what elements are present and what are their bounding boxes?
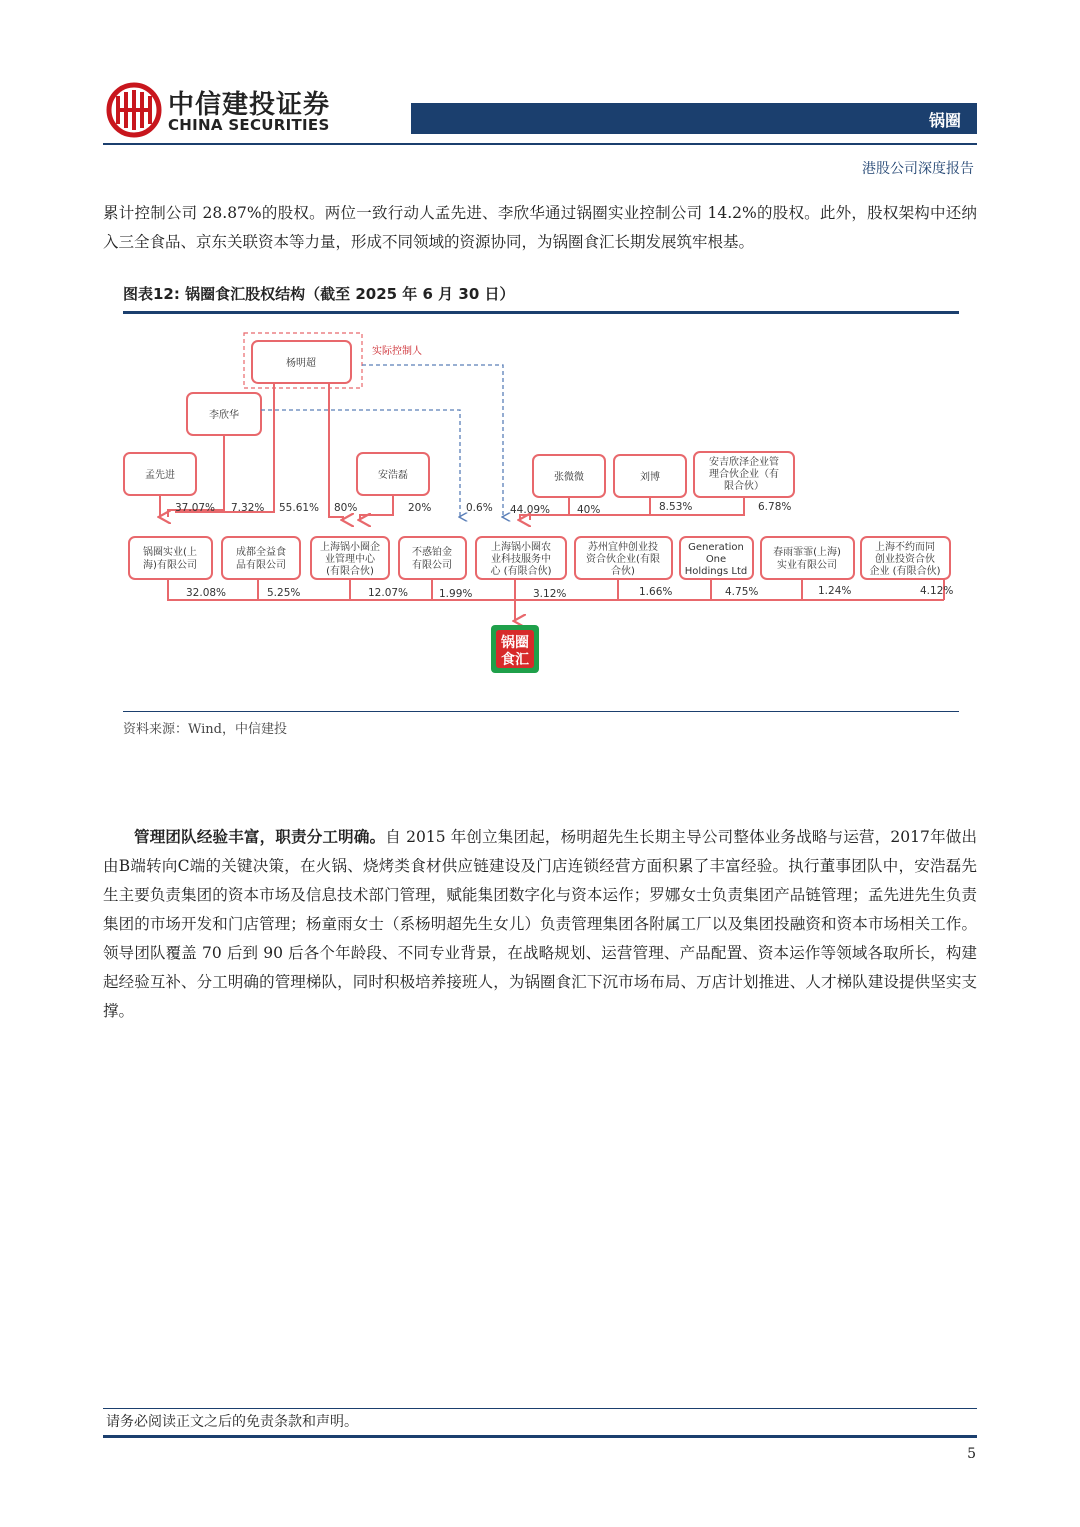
entity-3-line-1: 上海锅小圈企 xyxy=(320,542,380,553)
company-tag: 锅圈 xyxy=(928,111,961,130)
lower-pct-4: 1.99% xyxy=(439,588,473,600)
person-box-liu xyxy=(614,455,686,497)
entity-5-line-2: 业科技服务中 xyxy=(491,554,551,565)
body-paragraph-2 xyxy=(103,822,977,1026)
entity-box-anji xyxy=(694,452,794,497)
footer-disclaimer: 请务必阅读正文之后的免责条款和声明。 xyxy=(106,1414,358,1430)
entity-6-line-2: 资合伙企业(有限 xyxy=(586,554,660,565)
person-name-meng: 孟先进 xyxy=(145,470,175,481)
entity-box-5 xyxy=(476,537,566,579)
person-box-li xyxy=(187,393,261,435)
person-name-zhang: 张微微 xyxy=(554,472,584,483)
entity-7-line-1: Generation xyxy=(688,542,744,553)
entity-7-line-3: Holdings Ltd xyxy=(684,566,748,577)
entity-3-line-3: (有限合伙) xyxy=(326,566,374,577)
target-logo-line-2: 食汇 xyxy=(501,652,529,668)
upper-pct-5: 20% xyxy=(408,502,432,514)
entity-9-line-2: 创业投资合伙 xyxy=(875,554,935,565)
entity-8-line-1: 春雨霏霏(上海) xyxy=(773,547,841,558)
lower-pct-7: 4.75% xyxy=(725,586,759,598)
figure-source: 资料来源：Wind，中信建投 xyxy=(123,722,287,737)
upper-pct-6: 0.6% xyxy=(466,502,493,514)
paragraph-2-body: 自 2015 年创立集团起，杨明超先生长期主导公司整体业务战略与运营，2017年做出由B端转向C端的关键决策，在火锅、烧烤类食材供应链建设及门店连锁经营方面积累了丰富经验。执行董事团队中，安浩磊先生主要负责集团的资本市场及信息技术部门管理，赋能集团数字化与资本运作；罗娜女士负责集团产品链管理；孟先进先生负责集团的市场开发和门店管理；杨童雨女士（系杨明超先生女儿）负责管理集团各附属工厂以及集团投融资和资本市场相关工作。领导团队覆盖 70 后到 90 后各个年龄段、不同专业背景，在战略规划、运营管理、产品配置、资本运作等领域各取所长，构建起经验互补、分工明确的管理梯队，同时积极培养接班人，为锅圈食汇下沉市场布局、万店计划推进、人才梯队建设提供坚实支撑。 xyxy=(103,828,977,1020)
upper-pct-7: 44.09% xyxy=(510,504,551,516)
figure-bottom-rule xyxy=(123,711,959,712)
entity-7-line-2: One xyxy=(705,554,727,565)
person-name-an: 安浩磊 xyxy=(378,470,408,481)
lower-pct-3: 12.07% xyxy=(368,587,409,599)
entity-9-line-3: 企业 (有限合伙) xyxy=(869,566,941,577)
entity-3-line-2: 业管理中心 xyxy=(325,554,375,565)
person-box-zhang xyxy=(533,455,605,497)
lower-pct-5: 3.12% xyxy=(533,588,567,600)
entity-4-line-1: 不惑铂金 xyxy=(412,547,452,558)
guoquan-target-logo xyxy=(491,625,539,673)
entity-2-line-1: 成都全益食 xyxy=(236,547,286,558)
person-box-an xyxy=(357,453,429,495)
person-box-meng xyxy=(124,453,196,495)
entity-8-line-2: 实业有限公司 xyxy=(777,560,837,571)
logo-chinese-name: 中信建投证券 xyxy=(168,90,331,120)
paragraph-2-lead: 管理团队经验丰富，职责分工明确。 xyxy=(134,827,386,846)
entity-1-line-2: 海)有限公司 xyxy=(143,560,197,571)
entity-box-8 xyxy=(761,537,854,579)
person-name-li: 李欣华 xyxy=(209,410,239,421)
controller-label: 实际控制人 xyxy=(372,346,422,357)
upper-pct-2: 7.32% xyxy=(231,502,265,514)
person-name-liu: 刘博 xyxy=(640,472,660,483)
entity-row xyxy=(129,537,950,579)
entity-4-line-2: 有限公司 xyxy=(412,560,452,571)
upper-pct-9: 8.53% xyxy=(659,501,693,513)
entity-box-1 xyxy=(129,537,212,579)
upper-pct-3: 55.61% xyxy=(279,502,320,514)
entity-box-6 xyxy=(575,537,672,579)
upper-pct-4: 80% xyxy=(334,502,358,514)
lower-pct-9: 4.12% xyxy=(920,585,954,597)
lower-pct-1: 32.08% xyxy=(186,587,227,599)
entity-9-line-1: 上海不约而同 xyxy=(875,542,935,553)
lower-pct-8: 1.24% xyxy=(818,585,852,597)
footer-divider-thick xyxy=(103,1435,977,1438)
person-name-yang: 杨明超 xyxy=(286,358,316,369)
anji-line-1: 安吉欣泽企业管 xyxy=(709,457,779,468)
footer-divider-thin xyxy=(103,1408,977,1409)
entity-5-line-3: 心 (有限合伙) xyxy=(490,566,552,577)
upper-pct-8: 40% xyxy=(577,504,601,516)
report-type: 港股公司深度报告 xyxy=(862,161,974,177)
entity-box-2 xyxy=(222,537,300,579)
anji-line-3: 限合伙） xyxy=(724,481,764,492)
anji-line-2: 理合伙企业（有 xyxy=(709,469,779,480)
lower-pct-2: 5.25% xyxy=(267,587,301,599)
upper-pct-10: 6.78% xyxy=(758,501,792,513)
entity-1-line-1: 锅圈实业(上 xyxy=(143,547,197,558)
lower-pct-6: 1.66% xyxy=(639,586,673,598)
entity-box-7 xyxy=(680,537,753,579)
page-number: 5 xyxy=(967,1446,976,1462)
entity-box-3 xyxy=(311,537,389,579)
entity-2-line-2: 品有限公司 xyxy=(236,560,286,571)
body-paragraph-1: 累计控制公司 28.87%的股权。两位一致行动人孟先进、李欣华通过锅圈实业控制公司 14.2%的股权。此外，股权架构中还纳入三全食品、京东关联资本等力量，形成不同领域的资源协同，为锅圈食汇长期发展筑牢根基。 xyxy=(103,204,977,251)
entity-box-4 xyxy=(399,537,466,579)
entity-6-line-1: 苏州宜仲创业投 xyxy=(588,542,658,553)
logo-english-name: CHINA SECURITIES xyxy=(168,116,330,134)
entity-5-line-1: 上海锅小圈农 xyxy=(491,542,551,553)
figure-title: 图表12: 锅圈食汇股权结构（截至 2025 年 6 月 30 日） xyxy=(123,285,515,303)
person-box-yang xyxy=(252,341,351,383)
target-logo-line-1: 锅圈 xyxy=(501,635,529,651)
upper-pct-1: 37.07% xyxy=(175,502,216,514)
entity-6-line-3: 合伙) xyxy=(611,566,635,577)
entity-box-9 xyxy=(861,537,950,579)
